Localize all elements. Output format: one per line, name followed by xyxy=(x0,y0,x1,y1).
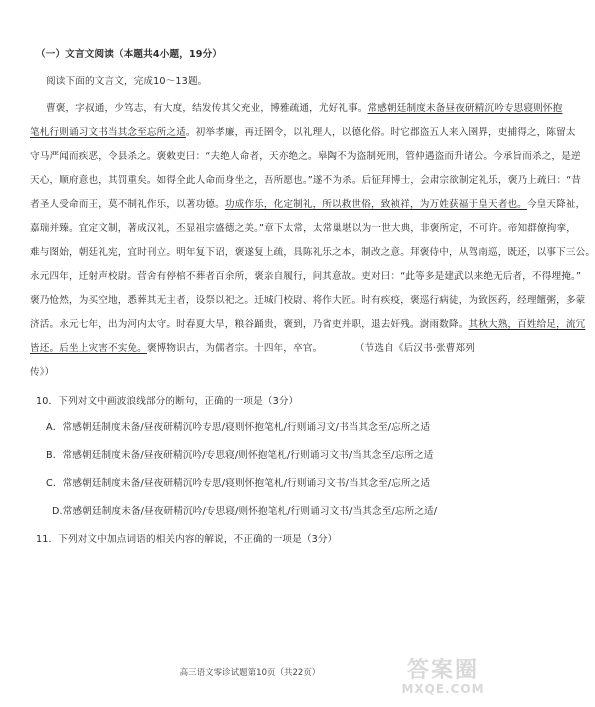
watermark-logo-text: 答案圈 xyxy=(406,658,479,683)
source-citation: （节选自《后汉书·张曹郑列 xyxy=(354,343,475,354)
underlined-sentence: 皆还。后坐上灾害不实免。 xyxy=(30,343,147,354)
watermark-domain: MXQE.COM xyxy=(401,682,485,696)
passage-line: 永元四年，迁射声校尉。营舍有停棺不葬者百余所，褒亲自履行，问其意故。吏对曰：“此等多是建武以来绝无后者，不得埋掩。” xyxy=(30,271,582,282)
passage-line xyxy=(30,318,586,332)
underlined-sentence: 功成作乐，化定制礼，所以救世俗，致祯祥，为万姓获福于皇天者也。 xyxy=(224,199,527,210)
option-b[interactable]: B．常感朝廷制度未备/昼夜研精沉吟/专思寝/则怀抱笔札/行则诵习文书/当其念至/忘所之适 xyxy=(46,450,434,461)
site-watermark xyxy=(398,659,488,699)
passage-line: 守马严闻而疾恶，令县杀之。褒敕吏曰：“夫绝人命者，天亦绝之。皋陶不为盗制死刑，管仲遇盗而升诸公。今承旨而杀之，是逆 xyxy=(30,151,581,162)
section-title: （一）文言文阅读（本题共4小题，19分） xyxy=(36,49,223,60)
passage-line xyxy=(30,342,475,356)
passage-line xyxy=(30,126,576,140)
reading-instruction: 阅读下面的文言文，完成10～13题。 xyxy=(46,76,208,87)
passage-line: 嘉瑞并臻。宜定文制，著成汉礼，丕显祖宗盛德之美。”章下太常，太常巢堪以为一世大典，非褒所定，不可许。帝知群僚拘挛， xyxy=(30,223,576,234)
passage-text: 者圣人受命而王，莫不制礼作乐，以著功德。 xyxy=(30,199,225,210)
passage-line xyxy=(30,198,586,212)
passage-text: 今皇天降祉， xyxy=(526,199,586,210)
passage-line: 难与图始，朝廷礼宪，宜时刊立。明年复下诏，褒遂复上疏，具陈礼乐之本，制改之意。拜褒侍中，从驾南巡，既还，以事下三公。 xyxy=(30,247,595,258)
passage-text: 褒博物识古，为儒者宗。十四年，卒官。 xyxy=(146,343,323,354)
option-c[interactable]: C．常感朝廷制度未备/昼夜研精沉吟专思/寝则怀抱笔札/行则诵习文书/当其念至/忘所之适 xyxy=(46,478,431,489)
wavy-underlined-text: 笔札行则诵习文书当其念至忘所之适 xyxy=(30,127,186,138)
page-footer: 高三语文零诊试题第10页（共22页） xyxy=(179,668,321,678)
passage-line: 天心，顺府意也，其罚重矣。如得全此人命而身坐之，吾所愿也。”遂不为杀。后征拜博士，会肃宗欲制定礼乐，褒乃上疏曰：“昔 xyxy=(30,175,582,186)
passage-line: 传》） xyxy=(30,367,55,378)
passage-text: 曹褒，字叔通，少笃志，有大度，结发传其父充业，博雅疏通，尤好礼事。 xyxy=(46,103,368,114)
question-stem: 11．下列对文中加点词语的相关内容的解说，不正确的一项是（3分） xyxy=(36,534,338,545)
question-stem: 10．下列对文中画波浪线部分的断句，正确的一项是（3分） xyxy=(36,396,299,407)
option-a[interactable]: A．常感朝廷制度未备/昼夜研精沉吟专思/寝则怀抱笔札/行则诵习文/书当其念至/忘所之适 xyxy=(46,422,431,433)
passage-text: 济活。永元七年，出为河内太守。时春夏大旱，粮谷踊贵，褒到，乃省吏并职，退去奸残。澍雨数降。 xyxy=(30,319,469,330)
wavy-underlined-text: 常感朝廷制度未备昼夜研精沉吟专思寝则怀抱 xyxy=(367,103,563,114)
passage-line xyxy=(46,102,563,116)
passage-text: 。初举孝廉，再迁圉令，以礼理人，以德化俗。时它郡盗五人来入圉界，吏捕得之，陈留太 xyxy=(185,127,576,138)
passage-line: 褒乃怆然，为买空地，悉葬其无主者，设祭以祀之。迁城门校尉、将作大匠。时有疾疫，褒巡行病徒，为致医药，经理饘粥，多蒙 xyxy=(30,295,586,306)
underlined-sentence: 其秋大熟，百姓给足，流冗 xyxy=(468,319,586,330)
option-d[interactable]: D.常感朝廷制度未备/昼夜研精沉吟/专思寝/则怀抱笔札/行则诵习文书/当其念至/忘所之适/ xyxy=(52,506,438,517)
